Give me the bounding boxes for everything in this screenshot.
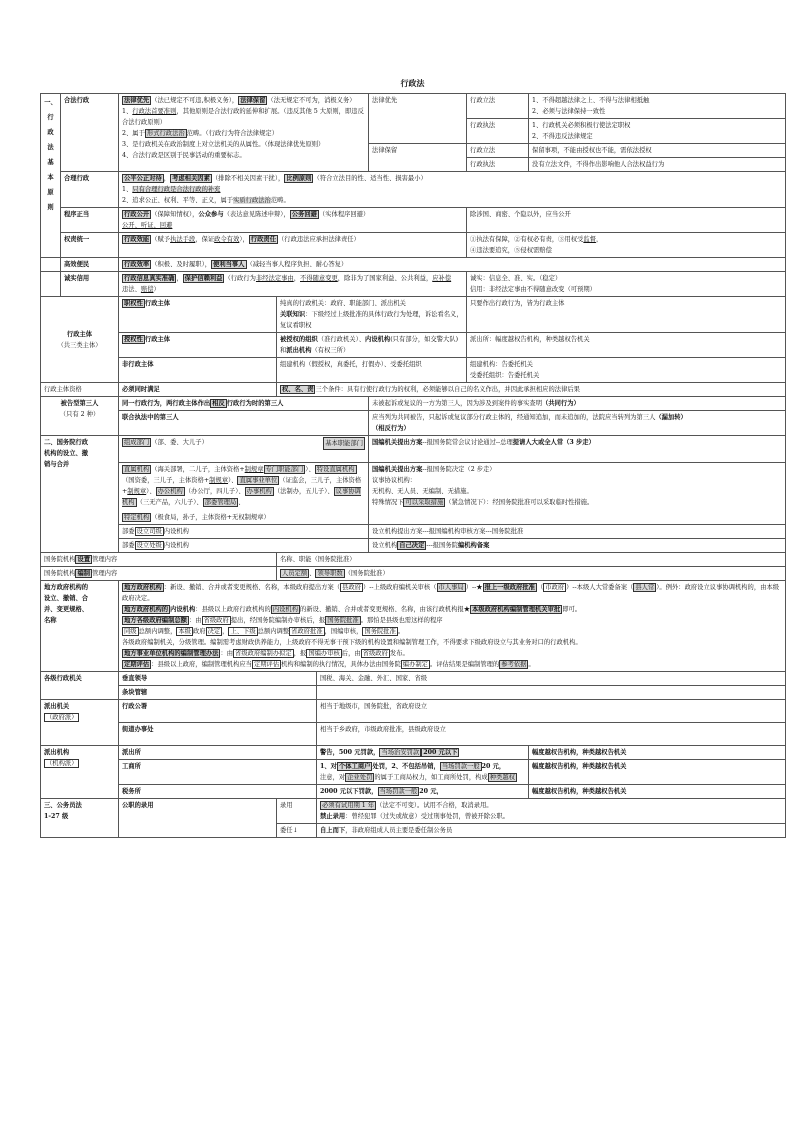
lawful-label: 合法行政	[61, 94, 119, 172]
row-dispatch-1: 派出机关 （政府派） 行政公署 相当于地级市，国务院批，省政府设立	[41, 700, 786, 723]
row-civil-2: 委任↓ 自上而下，非政府组成人员主要是委任制公务员	[41, 824, 786, 838]
row-agency-3: 税务所 2000 元以下罚款， 当场罚款一般 20 元， 幅度越权告机构，种类越权告机关	[41, 785, 786, 799]
law-table: 一、 行 政 法 基 本 原 则 合法行政 法律优先 （法已规定不可违,积极义务）， 法律保留 （法无规定不可为，消极义务） 1、行政法首要准则，其他原则是合法行政的延伸和扩展。（违反其他 5 大原则，即违反合法行政原则） 2、属于 形式行政法治 范畴。（行政行为符合法律规定） 3、是行政机关在政治制度上对立法机关的从属性。（体现法律优先原则） 4、合法行政是区别于民事活动的重要标志。 法律优先 行政立法 1、不得超越法律之上、不得与法律相抵触 2、必须与法律保持一致性 行政执法 1、行政机关必须积极行使法定职权 2、不得违反法律规定 法律保留 行政立法 保留事项，不能由授权也不能，需依法授权 行政执法 没有立法文件，不得作出影响他人合法权益行为 合理行政 公平公正对待 ， 考虑相关因素 （排除不相关因素干扰）， 比例原则 （符合立法目的性、适当性、损害最小） 1、只有合理行政是合法行政的补充 2、追求公正、权利、平等、正义，属于实质行政法治范畴。 程序正当 行政公开 （保障知情权），公众参与（表达意见陈述申辩）， 公务回避 （实体程序回避） 公开、听证、回避 除涉国、商密、个隐以外，应当公开 权责统一 行政效能 （赋予执法手段，保证政令有效）， 行政责任 （行政违法应承担法律责任） ①执法有保障，②有权必有责，③用权受监督， ④违法要追究，⑤侵权需赔偿	[40, 93, 786, 258]
row-organs-2: 条块管辖	[41, 686, 786, 700]
row-third-2: 联合执法中的第三人 应当列为共同被告，只起诉或复议部分行政主体的，经通知追加，而未追加的，法院应当转列为第三人（漏加转） （相反行为）	[41, 411, 786, 436]
row-reasonable: 合理行政 公平公正对待 ， 考虑相关因素 （排除不相关因素干扰）， 比例原则 （符合立法目的性、适当性、损害最小） 1、只有合理行政是合法行政的补充 2、追求公正、权利、平等、正义，属于实质行政法治范畴。	[41, 172, 786, 208]
subject-label: 行政主体 （共三类主体）	[41, 297, 119, 383]
principles-side-label: 一、 行 政 法 基 本 原 则	[41, 94, 61, 258]
row-civil-1: 三、公务员法 1-27 级 公职的录用 录用 必须有试用期 1 年 （法定不可变）。试用不合格，取消录用。 禁止录用：曾经犯罪（过失或故意）受过刑事处罚，曾被开除公职。	[41, 799, 786, 824]
agency-label: 派出机构 （机构派）	[41, 746, 119, 799]
row-state-4: 部委 设立处级 内设机构 设立机构 自己决定 ---报国务院编机构备案	[41, 539, 786, 553]
law-table-2	[40, 257, 786, 838]
row-subject-3: 非行政主体 组建机构（假授权，真委托，打假办）、受委托组织 组建机构：告委托机关 受委托组织：告委托机关	[41, 358, 786, 383]
row-lawful: 一、 行 政 法 基 本 原 则 合法行政 法律优先 （法已规定不可违,积极义务）， 法律保留 （法无规定不可为，消极义务） 1、行政法首要准则，其他原则是合法行政的延伸和扩展。（违反其他 5 大原则，即违反合法行政原则） 2、属于 形式行政法治 范畴。（行政行为符合法律规定） 3、是行政机关在政治制度上对立法机关的从属性。（体现法律优先原则） 4、合法行政是区别于民事活动的重要标志。 法律优先 行政立法 1、不得超越法律之上、不得与法律相抵触 2、必须与法律保持一致性	[41, 94, 786, 119]
row-agency-1: 派出机构 （机构派） 派出所 警告，500 元罚款， 当场治安罚款 200 元以下 幅度越权告机构，种类越权告机关	[41, 746, 786, 760]
row-state-2: 直属机构 （海关部署，二儿子，主体资格+制规章 专门职能部门 ）、 特设直属机构（国资委，三儿子，主体资格+制规章）、 直属事业单位 （证监会，三儿子，主体资格+制规章）、 办公机构 （办公厅，四儿子）、 办事机构 （法制办，五儿子）、 议事协调机构 （三无产品，六儿子）、 部委管理局 、 特定机构 （极食局，孙子，主体资格+无权制规章） 国编机关提出方案--报国务院决定（2 步走） 议事协议机构： 无机构、无人员、无编制、无措施。 特殊情况下 可以采取措施 （紧急情况下）：经国务院批准可以采取临时性措施。	[41, 463, 786, 525]
row-local: 地方政府机构的 设立、撤销、合 并、变更规格、 名称 地方政府机构 ：新设、撤销、合并或者变更规格、名称，本级政府提出方案（ 县政府 ）--上级政府编机关审核（ 市人事局 ）--★ 报上一级政府批准 （ 市政府 ）--本级人大常委备案（ 县人常 ）。例外：政府设立议事协调机构的，由本级政府决定。 地方政府机构的 内设机构：县级以上政府行政机构的 内设机构 的新设、撤销、合并或者变更规格、名称，由该行政机构报★ 本级政府机构编制管理机关审批 即可。 地方各级政府编制总额 ：由 省级政府 提出，经国务院编制办审核后，报 国务院批准 。那怕是县级也需这样的程序 同级 总额内调整， 本级 政府 决定 ， 上、下级 总额内调整 省政府批准 ，国编审核， 国务院批准 。 各级政府编制机关，分级管理。编制需考虑财政供养能力，上级政府不得无事干预下级的机构设置和编制管理工作，不得要求下级政府设立与其业务对口的行政机构。 地方事业单位机构的编制管理办法 ：由 省级政府编制办拟定 ，报 国编办审核 后，由 省级政府 发布。 定期评估 ：县级以上政府，编制管理机构应当 定期评估 机构和编制的执行情况，具体办法由国务院 编办制定 。评估结果是编制管理的 参考依据 。	[41, 581, 786, 672]
row-state-3: 部委 设立司级 内设机构 设立机构提出方案---报国编机构审核方案---国务院批准	[41, 525, 786, 539]
row-agency-2: 工商所 1、对 个体工商户 处罚，2、不包括吊销， 当场罚款一般 20 元， 注意，对 企业处罚 的属于工商局权力，如工商所处罚，构成 种类越权 幅度越权告机构，种类越权告机关	[41, 760, 786, 785]
row-due-process: 程序正当 行政公开 （保障知情权），公众参与（表达意见陈述申辩）， 公务回避 （实体程序回避） 公开、听证、回避 除涉国、商密、个隐以外，应当公开	[41, 208, 786, 233]
row-dispatch-2: 街道办事处 相当于乡政府，市级政府批准，县级政府设立	[41, 723, 786, 746]
dispatch-label: 派出机关 （政府派）	[41, 700, 119, 746]
local-label: 地方政府机构的 设立、撤销、合 并、变更规格、 名称	[41, 581, 119, 672]
row-qualification: 行政主体资格 必须同时满足 权、名、责 三个条件：具有行使行政行为的权利，必须能够以自己的名义作出，并因此承担相应的法律后果	[41, 383, 786, 397]
row-state-1: 二、国务院行政 机构的设立、撤 销与合并 组成部门 （部、委、大儿子） 基本职能部门 国编机关提出方案--报国务院常会议讨论通过--总理提请人大或全人常（3 步走）	[41, 436, 786, 463]
row-setting-2: 国务院机构 编制 管理内容 人员定额 、 领导职数 （国务院批准）	[41, 567, 786, 581]
row-third-1: 被告型第三人 （只有 2 种） 同一行政行为，两行政主体作出 相反 行政行为时的第三人 未被起诉或复议的一方为第三人，因为涉及到案件的事实查明（共同行为）	[41, 397, 786, 411]
civil-label: 三、公务员法 1-27 级	[41, 799, 119, 838]
lawful-priority: 法律优先	[369, 94, 467, 144]
row-efficient: 高效便民 行政效率 （积极、及时履职）， 便利当事人 （减轻当事人程序负担、耐心答复）	[41, 258, 786, 272]
document-page	[40, 78, 785, 838]
row-unity: 权责统一 行政效能 （赋予执法手段，保证政令有效）， 行政责任 （行政违法应承担法律责任） ①执法有保障，②有权必有责，③用权受监督， ④违法要追究，⑤侵权需赔偿	[41, 233, 786, 258]
lawful-content: 法律优先 （法已规定不可违,积极义务）， 法律保留 （法无规定不可为，消极义务） 1、行政法首要准则，其他原则是合法行政的延伸和扩展。（违反其他 5 大原则，即违反合法行政原则） 2、属于 形式行政法治 范畴。（行政行为符合法律规定） 3、是行政机关在政治制度上对立法机关的从属性。（体现法律优先原则） 4、合法行政是区别于民事活动的重要标志。	[119, 94, 369, 172]
row-subject-1: 行政主体 （共三类主体） 职权性 行政主体 纯真的行政机关：政府、职能部门、派出机关 关联知识：下级经过上级批准的具体行政行为处理，诉讼看名义，复议看职权 只要作出行政行为，皆为行政主体	[41, 297, 786, 333]
row-setting-1: 国务院机构 设置 管理内容 名称、职能（国务院批准）	[41, 553, 786, 567]
row-organs-1: 各级行政机关 垂直领导 国税、海关、金融、外汇、国家、省级	[41, 672, 786, 686]
lawful-reserve: 法律保留	[369, 144, 467, 172]
row-subject-2: 授权性 行政主体 被授权的组织（准行政机关）、内设机构(只有部分，如交警大队)和派出机构（有权三所） 派出所：幅度越权告机构，种类越权告机关	[41, 333, 786, 358]
row-honest: 诚实信用 行政信息真实准确 ， 保护信赖利益 （行政行为非经法定事由，不得随意变更，除非为了国家利益、公共利益，应补偿 违法、赔偿） 诚实：信息全、准、实。（稳定） 信用：非经法定事由不得随意改变（可预期）	[41, 272, 786, 297]
state-label: 二、国务院行政 机构的设立、撤 销与合并	[41, 436, 119, 553]
third-label: 被告型第三人 （只有 2 种）	[41, 397, 119, 436]
page-title: 行政法	[400, 78, 425, 88]
